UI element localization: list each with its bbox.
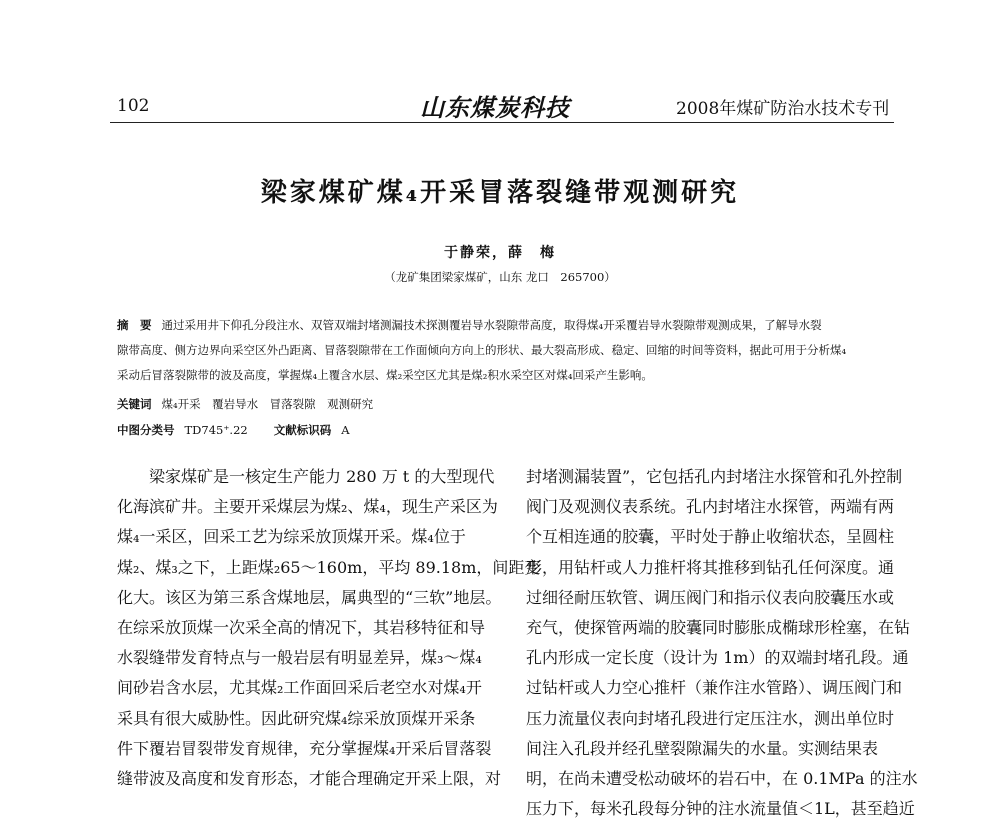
body-line: 明，在尚未遭受松动破坏的岩石中，在 0.1MPa 的注水 [526, 769, 918, 789]
body-line: 间砂岩含水层，尤其煤₂工作面回采后老空水对煤₄开 [117, 678, 482, 698]
body-line: 梁家煤矿是一核定生产能力 280 万 t 的大型现代 [149, 467, 495, 486]
page-number: 102 [117, 96, 150, 116]
body-line: 封堵测漏装置”，它包括孔内封堵注水探管和孔外控制 [526, 467, 903, 486]
classification-value: TD745⁺.22 [184, 423, 248, 437]
abstract-line: 采动后冒落裂隙带的波及高度，掌握煤₄上覆含水层、煤₂采空区尤其是煤₂积水采空区对煤₄回采产生影响。 [117, 368, 653, 382]
body-line: 间注入孔段并经孔壁裂隙漏失的水量。实测结果表 [526, 738, 879, 758]
body-line: 阀门及观测仪表系统。孔内封堵注水探管，两端有两 [526, 497, 895, 517]
article-affiliation: （龙矿集团梁家煤矿，山东 龙口 265700） [384, 270, 616, 284]
body-line: 件下覆岩冒裂带发育规律，充分掌握煤₄开采后冒落裂 [117, 738, 492, 758]
body-line: 化海滨矿井。主要开采煤层为煤₂、煤₄，现生产采区为 [117, 497, 498, 517]
doc-code-value: A [341, 423, 350, 437]
issue-label: 2008年煤矿防治水技术专刊 [676, 99, 890, 119]
keywords [117, 396, 897, 412]
keywords-value: 煤₄开采 覆岩导水 冒落裂隙 观测研究 [161, 397, 374, 411]
body-column-left [117, 462, 541, 794]
article-title: 梁家煤矿煤₄开采冒落裂缝带观测研究 [260, 178, 740, 208]
body-line: 煤₂、煤₃之下，上距煤₂65～160m，平均 89.18m，间距变 [117, 557, 541, 577]
body-line: 采具有很大威胁性。因此研究煤₄综采放顶煤开采条 [117, 708, 476, 728]
abstract-line: 通过采用井下仰孔分段注水、双管双端封堵测漏技术探测覆岩导水裂隙带高度，取得煤₄开采覆岩导水裂隙带观测成果，了解导水裂 [161, 318, 822, 332]
body-line: 化大。该区为第三系含煤地层，属典型的“三软”地层。 [117, 587, 502, 607]
body-column-right [526, 462, 918, 824]
doc-code-label: 文献标识码 [273, 423, 332, 437]
body-line: 水裂缝带发育特点与一般岩层有明显差异，煤₃～煤₄ [117, 648, 482, 668]
header-rule [110, 122, 894, 123]
body-line: 孔内形成一定长度（设计为 1m）的双端封堵孔段。通 [526, 648, 909, 668]
body-line: 形，用钻杆或人力推杆将其推移到钻孔任何深度。通 [526, 557, 895, 577]
body-line: 压力流量仪表向封堵孔段进行定压注水，测出单位时 [526, 708, 895, 728]
body-line: 充气，使探管两端的胶囊同时膨胀成椭球形栓塞，在钻 [526, 618, 911, 638]
body-line: 过钻杆或人力空心推杆（兼作注水管路）、调压阀门和 [526, 678, 903, 698]
abstract [117, 313, 897, 388]
classification-label: 中图分类号 [117, 423, 175, 437]
body-line: 缝带波及高度和发育形态，才能合理确定开采上限，对 [117, 769, 502, 789]
abstract-label: 摘 要 [117, 318, 152, 332]
body-line: 在综采放顶煤一次采全高的情况下，其岩移特征和导 [117, 618, 486, 638]
body-line: 煤₄一采区，回采工艺为综采放顶煤开采。煤₄位于 [117, 527, 466, 547]
body-line: 个互相连通的胶囊，平时处于静止收缩状态，呈圆柱 [526, 527, 895, 547]
body-line: 过细径耐压软管、调压阀门和指示仪表向胶囊压水或 [526, 587, 895, 607]
keywords-label: 关键词 [117, 397, 152, 411]
article-authors: 于静荣，薛 梅 [444, 245, 556, 261]
body-line: 压力下，每米孔段每分钟的注水流量值＜1L，甚至趋近 [526, 799, 915, 819]
abstract-line: 隙带高度、侧方边界向采空区外凸距离、冒落裂隙带在工作面倾向方向上的形状、最大裂高形成、稳定、回缩的时间等资料，据此可用于分析煤₄ [117, 343, 847, 357]
classification [117, 422, 897, 438]
journal-name: 山东煤炭科技 [420, 93, 570, 122]
